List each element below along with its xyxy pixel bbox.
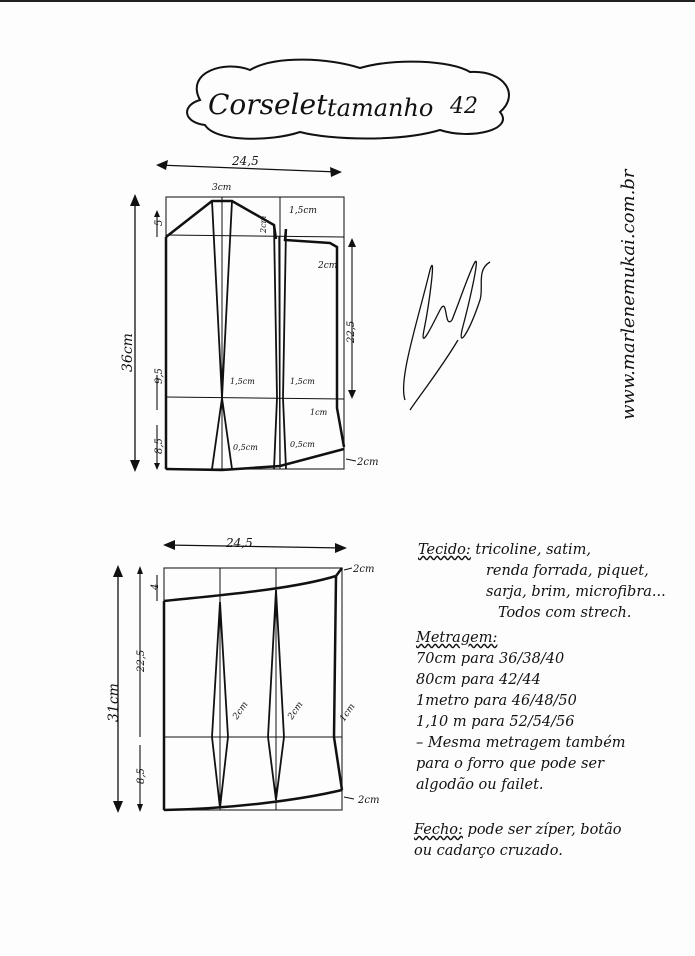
yardage-line-1: 70cm para 36/38/40 [416,651,565,667]
yardage-line-5: – Mesma metragem também [416,735,626,751]
back-top-rise-label: 2cm [353,564,375,575]
front-bottom-rise-label: 2cm [357,457,379,468]
front-dart-right-label: 1,5cm [290,377,315,386]
yardage-line-4: 1,10 m para 52/54/56 [416,714,575,730]
back-pattern [113,540,354,813]
front-side-label: 1cm [310,408,328,417]
front-dart-left-label: 1,5cm [230,377,255,386]
closure-heading: Fecho: [414,822,463,838]
yardage-line-3: 1metro para 46/48/50 [416,693,577,709]
front-lower-dart-right-label: 0,5cm [290,440,315,449]
fabric-heading: Tecido: [418,542,471,558]
yardage-notes [416,628,626,796]
front-top-offset-label: 5 [154,219,165,226]
back-dart-right-label: 2cm [286,700,306,722]
closure-line-2: ou cadarço cruzado. [414,843,563,859]
front-neck-label: 3cm [212,183,232,193]
fabric-line-1: tricoline, satim, [475,542,591,558]
fabric-line-2: renda forrada, piquet, [486,563,649,579]
front-bottom-offset-label: 8,5 [154,438,165,454]
yardage-line-2: 80cm para 42/44 [416,672,541,688]
signature [404,261,490,410]
title-size-number: 42 [450,94,478,119]
yardage-heading: Metragem: [416,630,498,646]
fabric-line-3: sarja, brim, microfibra... [486,584,666,600]
front-armhole-label: 2cm [318,261,338,271]
front-height-label: 36cm [120,333,136,372]
closure-line-1: pode ser zíper, botão [467,822,622,838]
closure-notes [414,820,622,862]
front-dart-top-label: 2cm [259,215,268,233]
back-dart-left-label: 2cm [231,700,251,722]
back-side-label: 1cm [338,702,358,724]
back-height-label: 31cm [106,683,122,722]
title-corselet: Corselet [208,88,328,121]
front-side-height-label: 22,5 [346,320,357,343]
front-width-label: 24,5 [232,154,259,168]
front-mid-offset-label: 9,5 [154,368,165,384]
fabric-notes [418,540,666,624]
yardage-line-7: algodão ou failet. [416,777,544,793]
back-top-offset-label: 4 [150,583,161,590]
front-pattern [130,160,356,472]
front-shoulder-label: 1,5cm [289,206,317,216]
back-bottom-rise-label: 2cm [358,795,380,806]
back-upper-height-label: 22,5 [136,649,147,672]
back-width-label: 24,5 [226,536,253,550]
back-bottom-offset-label: 8,5 [136,768,147,784]
fabric-line-4: Todos com strech. [498,605,632,621]
yardage-line-6: para o forro que pode ser [416,756,604,772]
website-url: www.marlenemukai.com.br [618,169,639,420]
front-lower-dart-left-label: 0,5cm [233,443,258,452]
title-size-word: tamanho [327,94,434,122]
